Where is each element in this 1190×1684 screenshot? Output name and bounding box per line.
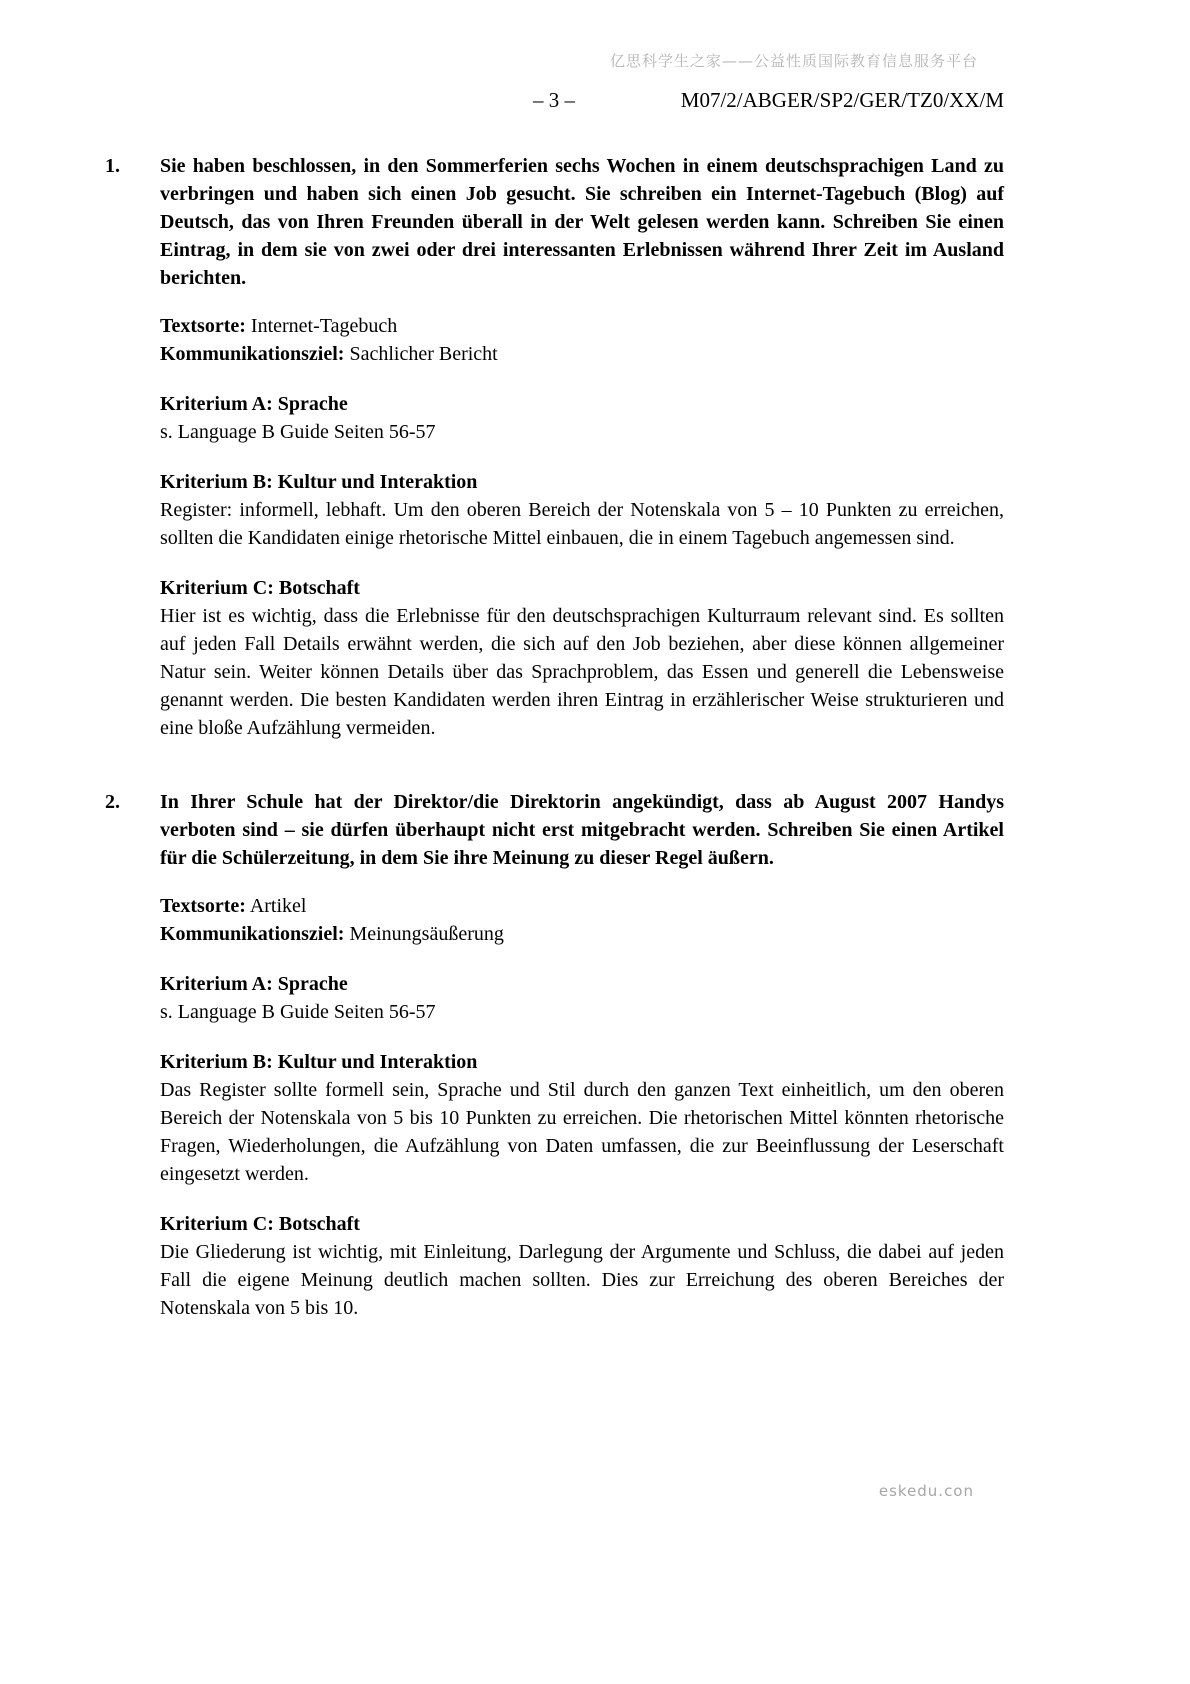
textsorte-label: Textsorte: bbox=[160, 895, 246, 917]
criterion-section-c bbox=[160, 1210, 1004, 1322]
page-content bbox=[105, 152, 1004, 1322]
meta-block bbox=[160, 312, 1004, 368]
kommunikationsziel-line bbox=[160, 340, 1004, 368]
criterion-section-a bbox=[160, 390, 1004, 446]
criterion-body: Hier ist es wichtig, dass die Erlebnisse für den deutschsprachigen Kulturraum relevant sind. Es sollten auf jeden Fall Details erwähnt werden, die sich auf den Job beziehen, aber diese können allgemeiner Natur sein. Weiter können Details über das Sprachproblem, das Essen und generell die Lebensweise genannt werden. Die besten Kandidaten werden ihren Eintrag in erzählerischer Weise strukturieren und eine bloße Aufzählung vermeiden. bbox=[160, 605, 1004, 739]
criterion-body: s. Language B Guide Seiten 56-57 bbox=[160, 421, 436, 443]
meta-block bbox=[160, 892, 1004, 948]
criterion-section-a bbox=[160, 970, 1004, 1026]
exam-item-2 bbox=[105, 788, 1004, 1322]
criterion-section-b bbox=[160, 1048, 1004, 1188]
criterion-body: Register: informell, lebhaft. Um den oberen Bereich der Notenskala von 5 – 10 Punkten zu erreichen, sollten die Kandidaten einige rhetorische Mittel einbauen, die in einem Tagebuch angemessen sind. bbox=[160, 499, 1004, 549]
criterion-body: s. Language B Guide Seiten 56-57 bbox=[160, 1001, 436, 1023]
criterion-section-b bbox=[160, 468, 1004, 552]
exam-item-1 bbox=[105, 152, 1004, 742]
kommunikationsziel-line bbox=[160, 920, 1004, 948]
criterion-heading: Kriterium C: Botschaft bbox=[160, 577, 360, 599]
document-code: M07/2/ABGER/SP2/GER/TZ0/XX/M bbox=[680, 88, 1004, 112]
criterion-heading: Kriterium C: Botschaft bbox=[160, 1213, 360, 1235]
item-number: 2. bbox=[105, 791, 120, 813]
item-prompt: Sie haben beschlossen, in den Sommerferien sechs Wochen in einem deutschsprachigen Land zu verbringen und haben sich einen Job gesucht. Sie schreiben ein Internet-Tagebuch (Blog) auf Deutsch, das von Ihren Freunden überall in der Welt gelesen werden kann. Schreiben Sie einen Eintrag, in dem sie von zwei oder drei interessanten Erlebnissen während Ihrer Zeit im Ausland berichten. bbox=[160, 155, 1004, 289]
item-prompt: In Ihrer Schule hat der Direktor/die Direktorin angekündigt, dass ab August 2007 Handys verboten sind – sie dürfen überhaupt nicht erst mitgebracht werden. Schreiben Sie einen Artikel für die Schülerzeitung, in dem Sie ihre Meinung zu dieser Regel äußern. bbox=[160, 791, 1004, 869]
criterion-heading: Kriterium B: Kultur und Interaktion bbox=[160, 1051, 478, 1073]
item-body bbox=[160, 788, 1004, 1322]
criterion-body: Die Gliederung ist wichtig, mit Einleitung, Darlegung der Argumente und Schluss, die dabei auf jeden Fall die eigene Meinung deutlich machen sollten. Dies zur Erreichung des oberen Bereiches der Notenskala von 5 bis 10. bbox=[160, 1241, 1004, 1319]
criterion-section-c bbox=[160, 574, 1004, 742]
textsorte-line bbox=[160, 312, 1004, 340]
textsorte-value: Internet-Tagebuch bbox=[250, 315, 398, 337]
footer-site: eskedu.con bbox=[878, 1482, 974, 1500]
textsorte-value: Artikel bbox=[249, 895, 307, 917]
criterion-heading: Kriterium A: Sprache bbox=[160, 393, 348, 415]
item-number: 1. bbox=[105, 155, 120, 177]
criterion-heading: Kriterium B: Kultur und Interaktion bbox=[160, 471, 478, 493]
item-body bbox=[160, 152, 1004, 742]
kommunikationsziel-value: Meinungsäußerung bbox=[349, 923, 504, 945]
page-number: – 3 – bbox=[533, 88, 575, 112]
textsorte-label: Textsorte: bbox=[160, 315, 246, 337]
header-watermark: 亿思科学生之家——公益性质国际教育信息服务平台 bbox=[609, 52, 978, 70]
criterion-heading: Kriterium A: Sprache bbox=[160, 973, 348, 995]
kommunikationsziel-label: Kommunikationsziel: bbox=[160, 923, 345, 945]
textsorte-line bbox=[160, 892, 1004, 920]
kommunikationsziel-label: Kommunikationsziel: bbox=[160, 343, 345, 365]
criterion-body: Das Register sollte formell sein, Sprache und Stil durch den ganzen Text einheitlich, um den oberen Bereich der Notenskala von 5 bis 10 Punkten zu erreichen. Die rhetorischen Mittel könnten rhetorische Fragen, Wiederholungen, die Aufzählung von Daten umfassen, die zur Beeinflussung der Leserschaft eingesetzt werden. bbox=[160, 1079, 1004, 1185]
kommunikationsziel-value: Sachlicher Bericht bbox=[349, 343, 498, 365]
